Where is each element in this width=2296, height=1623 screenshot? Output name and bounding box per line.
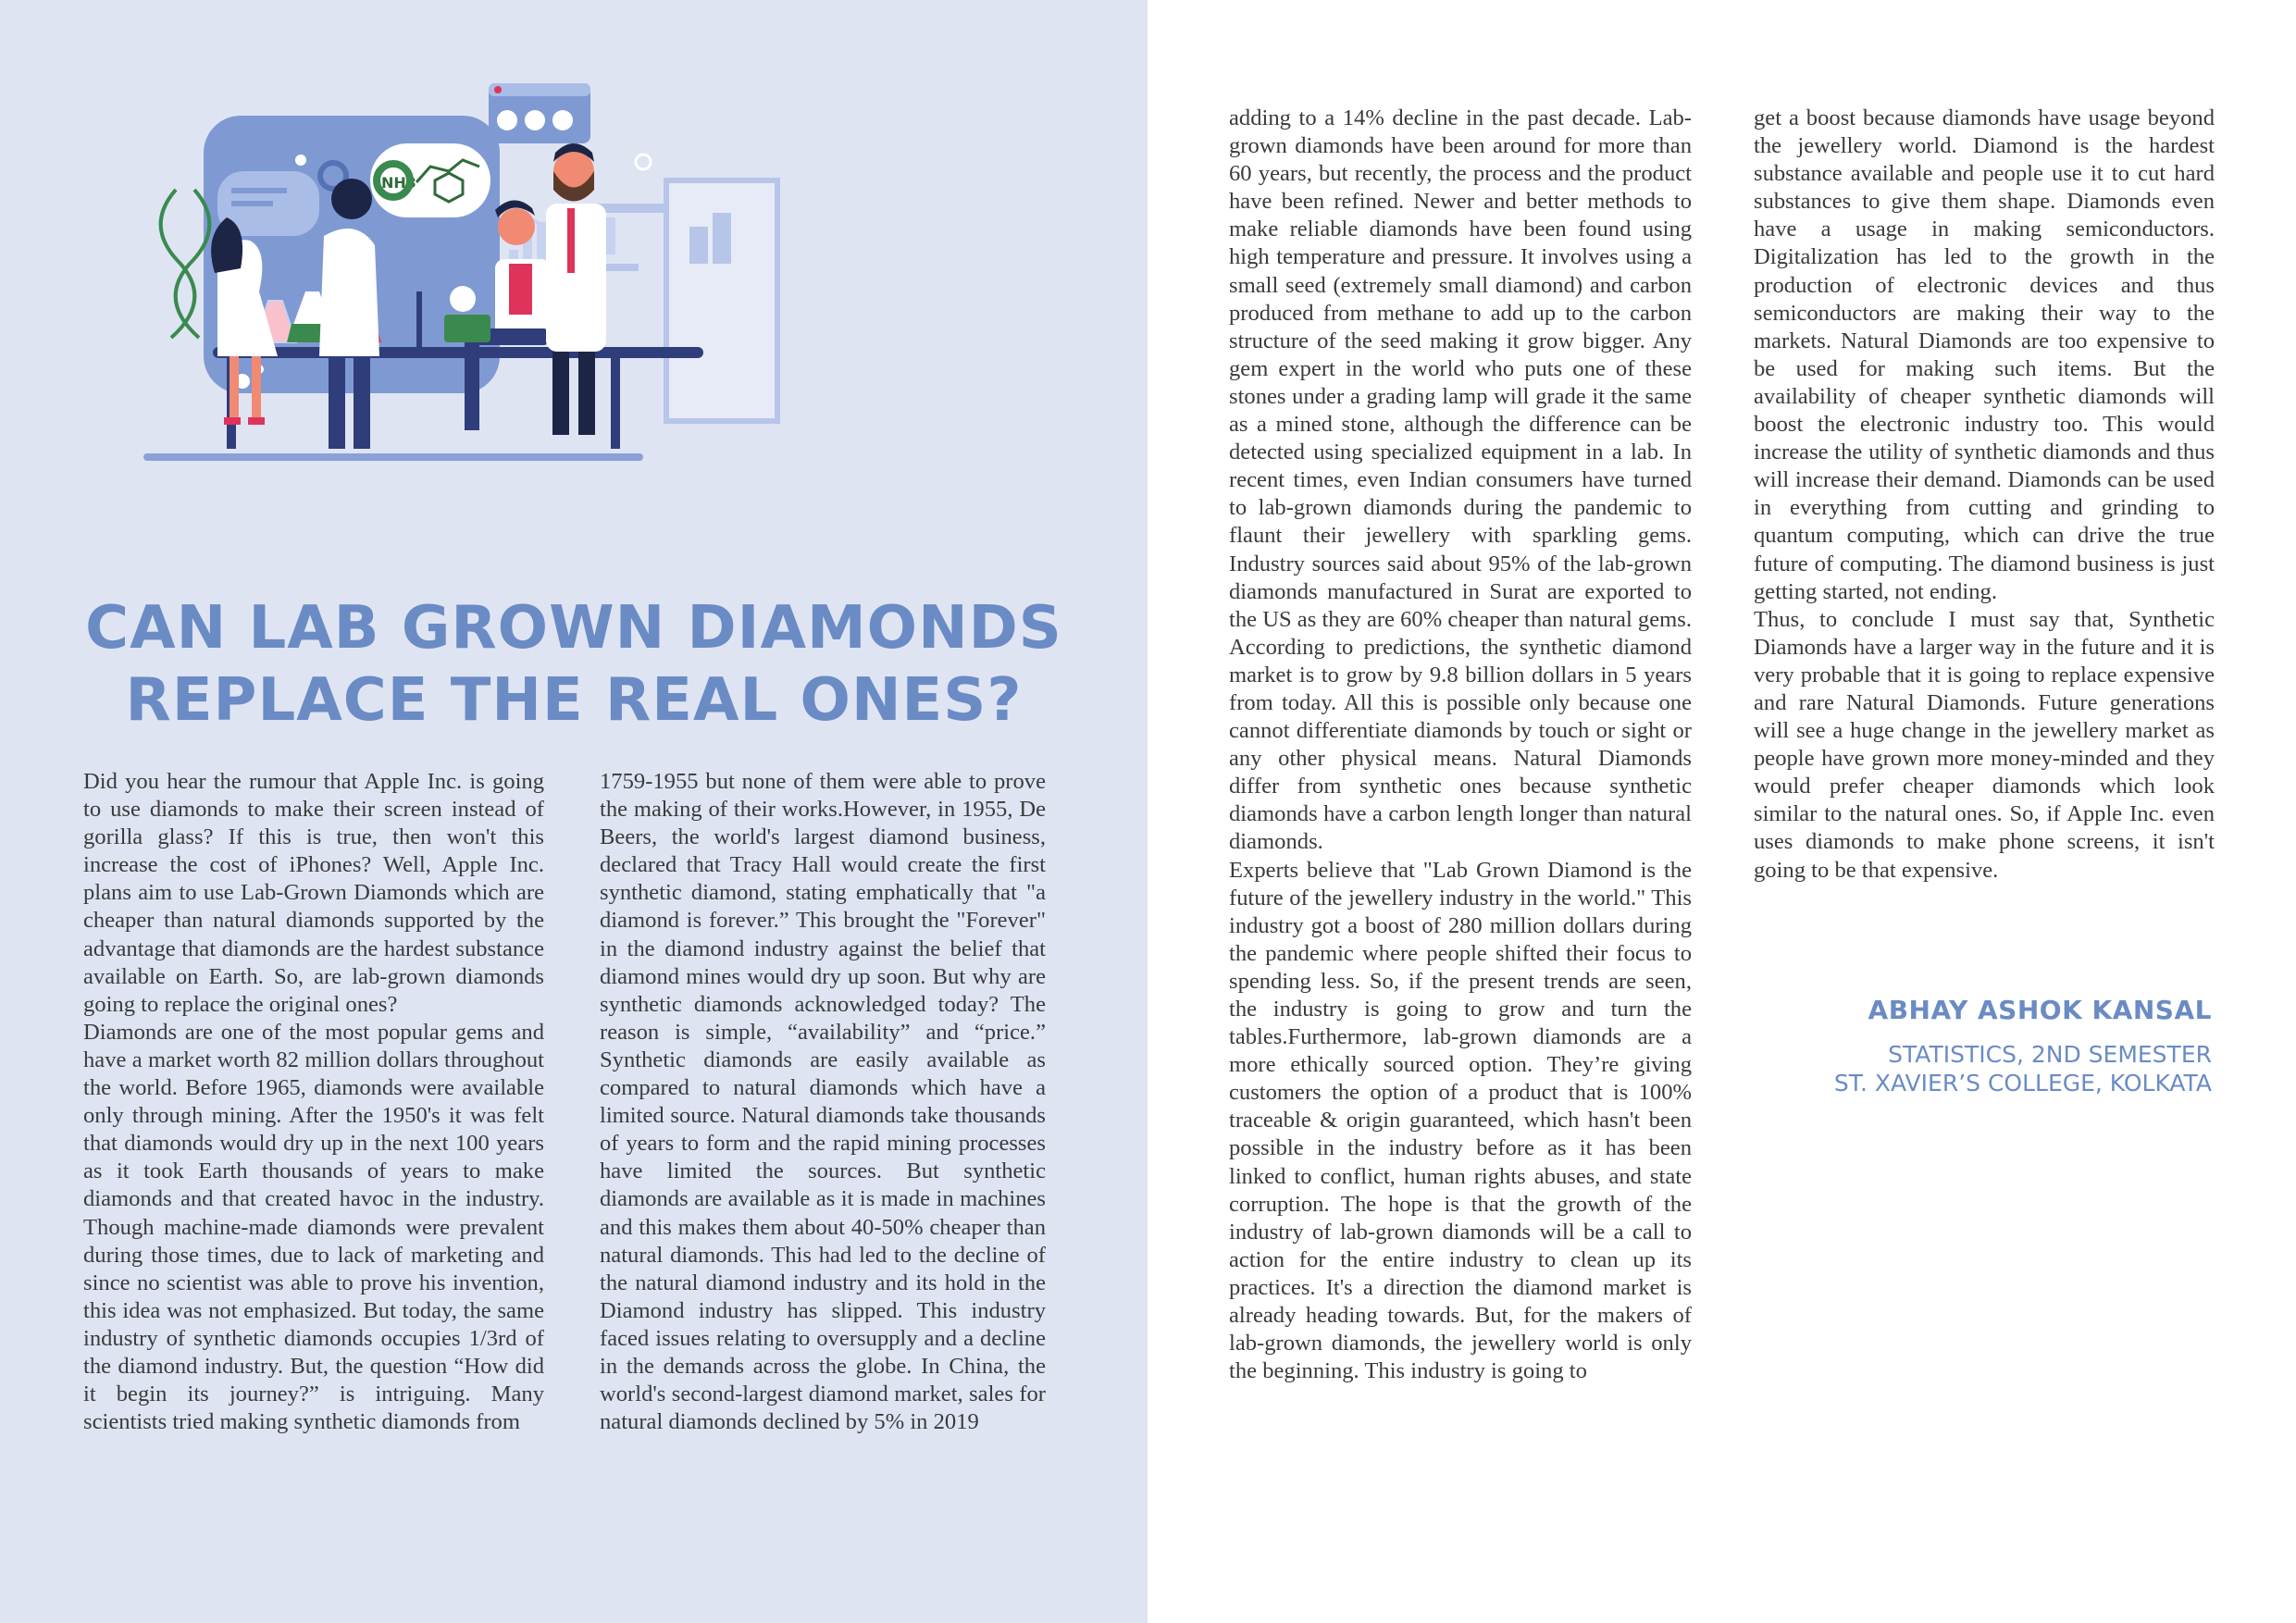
paragraph: Did you hear the rumour that Apple Inc. is going to use diamonds to make their screen instead of gorilla glass? If this is true, then won't this increase the cost of iPhones? Well, Apple Inc. plans aim to use Lab-Grown Diamonds which are cheaper than natural diamonds supported by the advantage that diamonds are the hardest substance available on Earth. So, are lab-grown diamonds going to replace the original ones? xyxy=(83,769,544,1017)
author-name: ABHAY ASHOK KANSAL xyxy=(1868,995,2212,1025)
lab-scientists-illustration xyxy=(139,79,1027,569)
molecule-label: NH3 xyxy=(381,174,416,192)
paragraph: Experts believe that "Lab Grown Diamond is the future of the jewellery industry in the world." This industry got a boost of 280 million dollars during the pandemic where people shifted their focus to spending less. So, if the present trends are seen, the industry is going to grow and turn the tables.Furthermore, lab-grown diamonds are a more ethically sourced option. They’re giving customers the option of a product that is 100% traceable & origin guaranteed, which hasn't been possible in the industry before as it has been linked to conflict, human rights abuses, and state corruption. The hope is that the growth of the industry of lab-grown diamonds will be a call to action for the entire industry to clean up its practices. It's a direction the diamond market is already heading towards. But, for the makers of lab-grown diamonds, the jewellery world is only the beginning. This industry is going to xyxy=(1229,857,1692,1384)
author-department: STATISTICS, 2ND SEMESTER xyxy=(1888,1041,2212,1068)
paragraph: 1759-1955 but none of them were able to prove the making of their works.However, in 1955, De Beers, the world's largest diamond business, declared that Tracy Hall would create the first synthetic diamond, stating emphatically that "a diamond is forever.” This brought the "Forever" in the diamond industry against the belief that diamond mines would dry up soon. But why are synthetic diamonds acknowledged today? The reason is simple, “availability” and “price.” Synthetic diamonds are easily available as compared to natural diamonds which have a limited source. Natural diamonds take thousands of years to form and the rapid mining processes have limited the sources. But synthetic diamonds are available as it is made in machines and this makes them about 40-50% cheaper than natural diamonds. This had led to the decline of the natural diamond industry and its hold in the Diamond industry has slipped. This industry faced issues relating to oversupply and a decline in the demands across the globe. In China, the world's second-largest diamond market, sales for natural diamonds declined by 5% in 2019 xyxy=(600,769,1046,1435)
scientist-2 xyxy=(319,229,379,356)
paragraph: Diamonds are one of the most popular gems and have a market worth 82 million dollars throughout the world. Before 1965, diamonds were available only through mining. After the 1950's it was felt that diamonds would dry up in the next 100 years as it took Earth thousands of years to make diamonds and that created havoc in the industry. Though machine-made diamonds were prevalent during those times, due to lack of marketing and since no scientist was able to prove his invention, this idea was not emphasized. But today, the same industry of synthetic diamonds occupies 1/3rd of the diamond industry. But, the question “How did it begin its journey?” is intriguing. Many scientists tried making synthetic diamonds from xyxy=(83,1019,544,1435)
scientist-4 xyxy=(546,204,606,352)
text-column-3 xyxy=(1229,105,1692,1385)
text-column-2 xyxy=(600,768,1046,1436)
lab-table xyxy=(213,347,703,358)
laptop-icon xyxy=(444,315,490,342)
paragraph: adding to a 14% decline in the past decade. Lab-grown diamonds have been around for more than 60 years, but recently, the process and the product have been refined. Newer and better methods to make reliable diamonds have been found using high temperature and pressure. It involves using a small seed (extremely small diamond) and carbon produced from methane to add up to the carbon structure of the seed making it grow bigger. Any gem expert in the world who puts one of these stones under a grading lamp will grade it the same as a mined stone, although the difference can be detected using specialized equipment in a lab. In recent times, even Indian consumers have turned to lab-grown diamonds during the pandemic to flaunt their jewellery with sparkling gems. Industry sources said about 95% of the lab-grown diamonds manufactured in Surat are exported to the US as they are 60% cheaper than natural gems. According to predictions, the synthetic diamond market is to grow by 9.8 billion dollars in 5 years from today. All this is possible only because one cannot differentiate diamonds by touch or sight or any other physical means. Natural Diamonds differ from synthetic ones because synthetic diamonds have a carbon length longer than natural diamonds. xyxy=(1229,105,1692,855)
title-line-2: REPLACE THE REAL ONES? xyxy=(125,666,1023,735)
paragraph: get a boost because diamonds have usage beyond the jewellery world. Diamond is the hardest substance available and people use it to cut hard substances to give them shape. Diamonds even have a usage in making semiconductors. Digitalization has led to the growth in the production of electronic devices and thus semiconductors are making their way to the markets. Natural Diamonds are too expensive to be used for making such items. But the availability of cheaper synthetic diamonds will boost the electronic industry too. This would increase the utility of synthetic diamonds and thus will increase their demand. Diamonds can be used in everything from cutting and grinding to quantum computing, which can drive the true future of computing. The diamond business is just getting started, not ending. xyxy=(1754,105,2215,604)
text-column-1 xyxy=(83,768,544,1436)
author-college: ST. XAVIER’S COLLEGE, KOLKATA xyxy=(1833,1070,2212,1096)
paragraph: Thus, to conclude I must say that, Synthetic Diamonds have a larger way in the future and it is very probable that it is going to replace expensive and rare Natural Diamonds. Future generations will see a huge change in the jewellery market as people have grown more money-minded and they would prefer cheaper diamonds which look similar to the natural ones. So, if Apple Inc. even uses diamonds to make phone screens, it isn't going to be that expensive. xyxy=(1754,606,2215,883)
lab-illustration-svg xyxy=(139,79,1027,569)
article-title xyxy=(56,592,1092,737)
text-column-4 xyxy=(1754,105,2215,885)
title-line-1: CAN LAB GROWN DIAMONDS xyxy=(85,594,1062,663)
